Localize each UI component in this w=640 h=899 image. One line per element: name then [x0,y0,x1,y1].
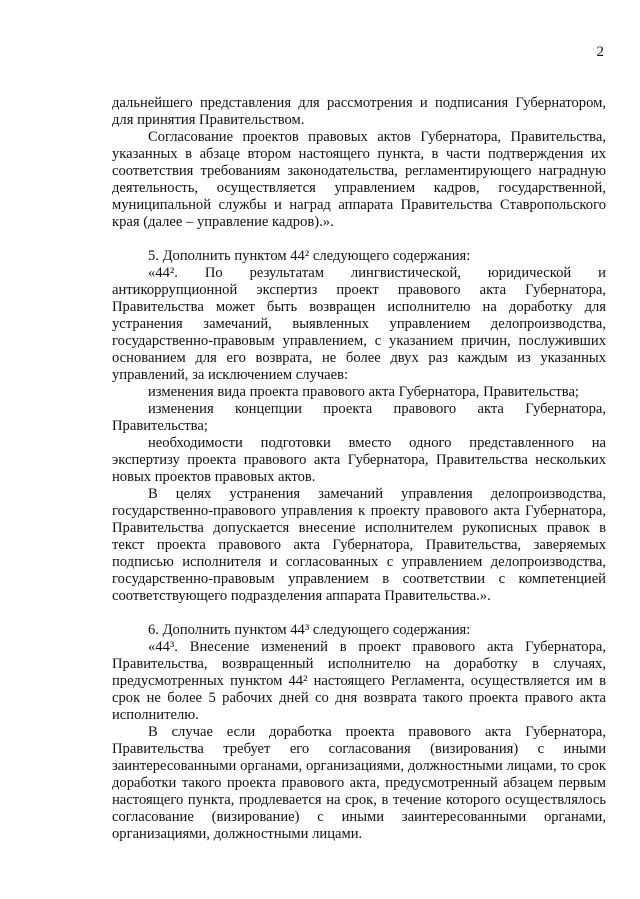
paragraph: «44³. Внесение изменений в проект правового акта Губернатора, Правительства, возвращенный исполнителю на доработку в случаях, предусмотренных пунктом 44² настоящего Регламента, осуществляется им в срок не более 5 рабочих дней со дня возврата такого проекта правого акта исполнителю. [112,639,606,723]
paragraph: В случае если доработка проекта правового акта Губернатора, Правительства требует его согласования (визирования) с иными заинтересованными органами, организациями, должностными лицами, то срок доработки такого проекта правового акта, предусмотренный абзацем первым настоящего пункта, продлевается на срок, в течение которого осуществлялось согласование (визирование) с иными заинтересованными органами, организациями, должностными лицами. [112,724,606,842]
list-item: необходимости подготовки вместо одного представленного на экспертизу проекта правового акта Губернатора, Правительства нескольких новых проектов правовых актов. [112,435,606,485]
section-heading: 6. Дополнить пунктом 44³ следующего содержания: [148,622,471,638]
paragraph: «44². По результатам лингвистической, юридической и антикоррупционной экспертиз проект правового акта Губернатора, Правительства может быть возвращен исполнителю на доработку для устранения замечаний, выявленных управлением делопроизводства, государственно-правовым управлением, с указанием причин, послуживших основанием для его возврата, не более двух раз каждым из указанных управлений, за исключением случаев: [112,265,606,383]
page-number: 2 [596,44,604,60]
paragraph: Согласование проектов правовых актов Губернатора, Правительства, указанных в абзаце втором настоящего пункта, в части подтверждения их соответствия требованиям законодательства, регламентирующего наградную деятельность, осуществляется управлением кадров, государственной, муниципальной службы и наград аппарата Правительства Ставропольского края (далее – управление кадров).». [112,129,606,230]
paragraph: В целях устранения замечаний управления делопроизводства, государственно-правового управления к проекту правового акта Губернатора, Правительства допускается внесение исполнителем рукописных правок в текст проекта правового акта Губернатора, Правительства, заверяемых подписью исполнителя и согласованных с управлением делопроизводства, государственно-правовым управлением в соответствии с компетенцией соответствующего подразделения аппарата Правительства.». [112,486,606,604]
document-body [112,95,606,843]
section-heading: 5. Дополнить пунктом 44² следующего содержания: [148,248,471,264]
list-item: изменения концепции проекта правового акта Губернатора, Правительства; [112,401,606,434]
list-item: изменения вида проекта правового акта Губернатора, Правительства; [148,384,579,400]
paragraph: дальнейшего представления для рассмотрения и подписания Губернатором, для принятия Правительством. [112,95,606,128]
